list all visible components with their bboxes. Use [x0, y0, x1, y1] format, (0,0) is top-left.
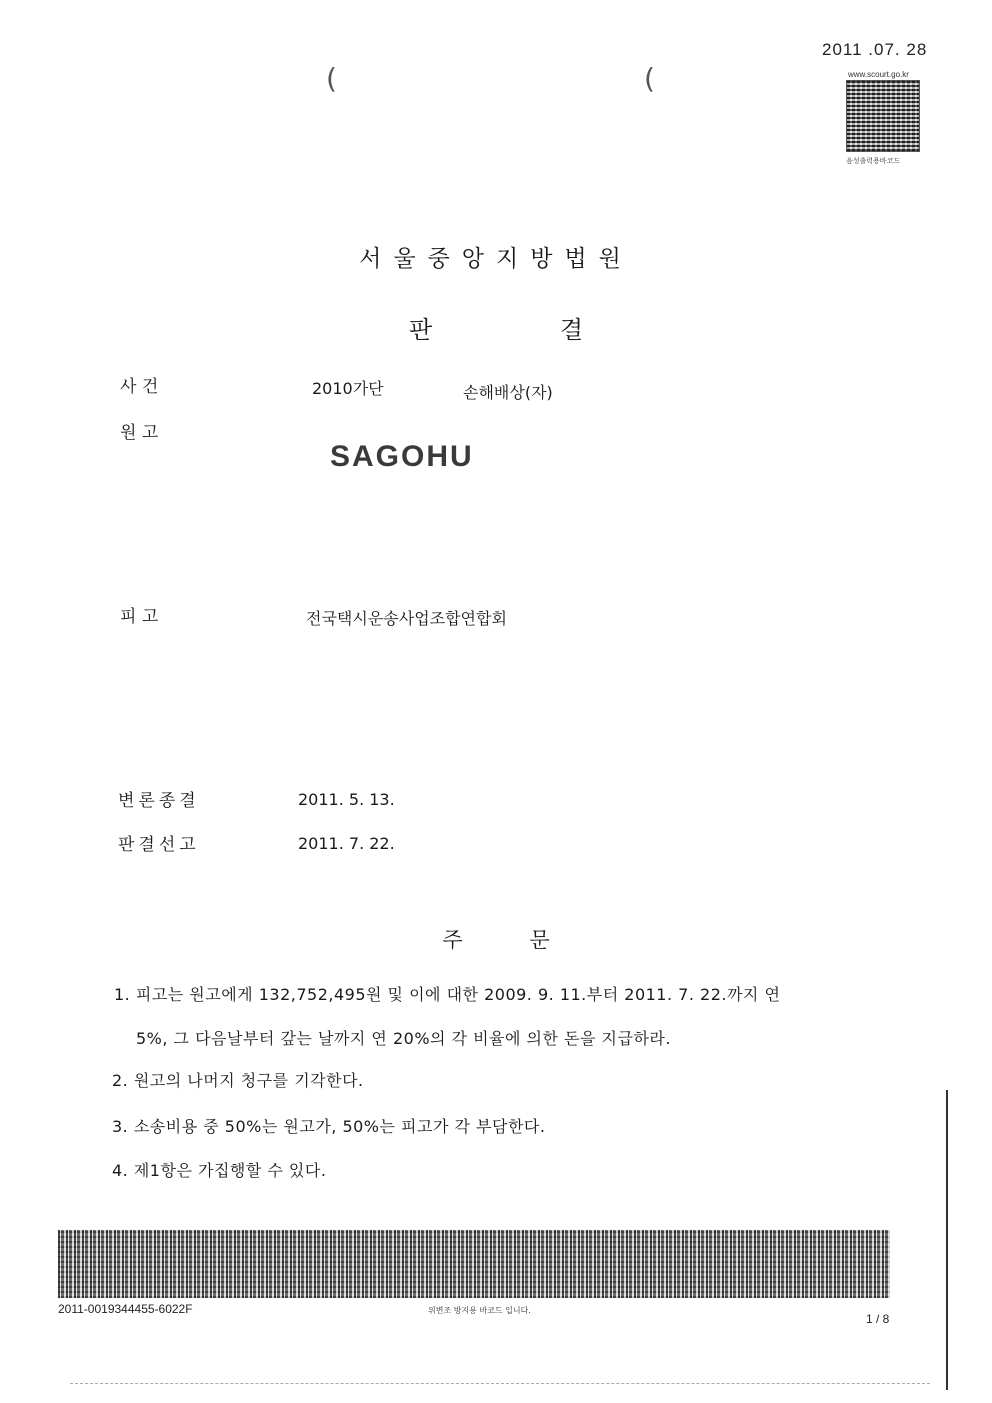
punch-hole-mark-left: ( [326, 62, 337, 95]
defendant-label: 피 고 [120, 607, 159, 627]
bottom-divider [70, 1383, 930, 1384]
order-item-2: 2. 원고의 나머지 청구를 기각한다. [112, 1071, 364, 1090]
defendant-name: 전국택시운송사업조합연합회 [306, 609, 507, 628]
qr-code-image [846, 80, 920, 152]
order-item-1-line-2: 5%, 그 다음날부터 갚는 날까지 연 20%의 각 비율에 의한 돈을 지급하라. [136, 1029, 671, 1048]
case-number: 2010가단 [312, 379, 384, 398]
order-item-1-line-1: 1. 피고는 원고에게 132,752,495원 및 이에 대한 2009. 9. 11.부터 2011. 7. 22.까지 연 [114, 985, 781, 1004]
court-name: 서울중앙지방법원 [359, 246, 633, 272]
closing-date: 2011. 5. 13. [298, 790, 395, 809]
sagohu-logo: SAGOHU [330, 440, 474, 473]
case-label: 사 건 [120, 377, 159, 397]
closing-label: 변론종결 [118, 791, 200, 811]
site-url: www.scourt.go.kr [848, 70, 909, 79]
case-type: 손해배상(자) [463, 383, 553, 402]
sentence-label: 판결선고 [118, 835, 200, 855]
margin-rule [946, 1090, 948, 1390]
qr-caption: 음성출력용바코드 [846, 157, 901, 165]
order-heading: 주 문 [442, 928, 550, 952]
order-item-4: 4. 제1항은 가집행할 수 있다. [112, 1161, 327, 1180]
barcode-caption: 위변조 방지용 바코드 입니다. [428, 1306, 531, 1315]
sentence-date: 2011. 7. 22. [298, 834, 395, 853]
plaintiff-label: 원 고 [120, 423, 159, 443]
date-stamp: 2011 .07. 28 [822, 40, 928, 59]
page-number: 1 / 8 [866, 1312, 890, 1326]
punch-hole-mark-right: ( [644, 62, 655, 95]
anti-forgery-barcode [58, 1230, 890, 1298]
document-title: 판 결 [409, 316, 583, 344]
document-id: 2011-0019344455-6022F [58, 1302, 193, 1316]
order-item-3: 3. 소송비용 중 50%는 원고가, 50%는 피고가 각 부담한다. [112, 1117, 546, 1136]
